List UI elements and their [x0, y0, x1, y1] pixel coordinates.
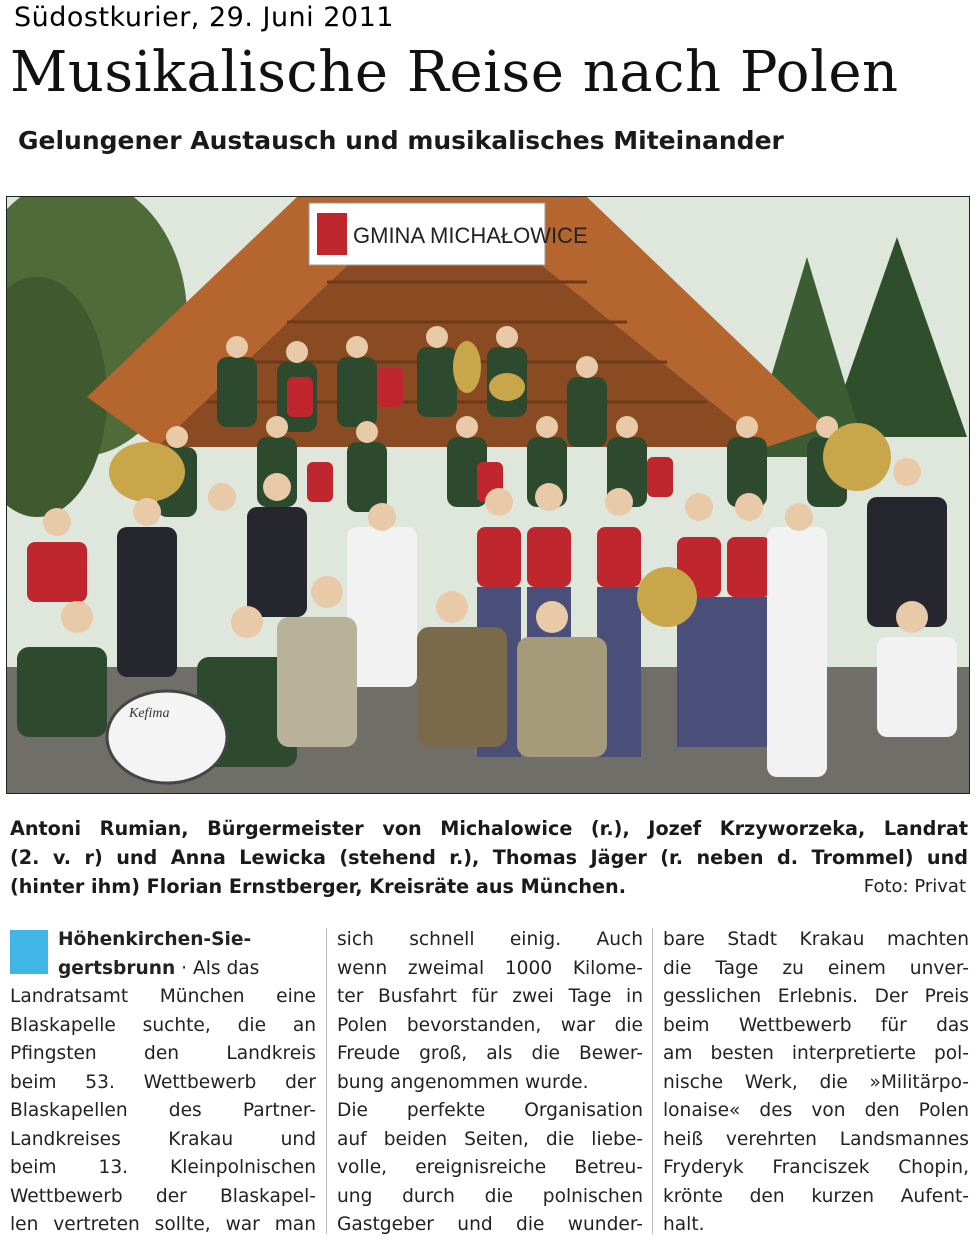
article-line: Wettbewerb der Blaskapel-: [10, 1185, 316, 1207]
article-column-3: [663, 926, 969, 1240]
photo-caption: [10, 814, 968, 901]
caption-line: Antoni Rumian, Bürgermeister von Michalowice (r.), Jozef Krzyworzeka, Landrat: [10, 817, 968, 840]
section-marker-icon: [10, 930, 48, 974]
article-column-2: [337, 926, 643, 1240]
article-line: bare Stadt Krakau machten: [663, 929, 969, 950]
article-line: Blaskapellen des Partner-: [10, 1100, 316, 1121]
column-divider: [652, 928, 653, 1234]
article-line: Freude groß, als die Bewer-: [337, 1043, 643, 1064]
group-photo-illustration: [7, 197, 969, 793]
article-line: Fryderyk Franciszek Chopin,: [663, 1157, 969, 1178]
article-line: Pfingsten den Landkreis: [10, 1043, 316, 1064]
article-line: die Tage zu einem unver-: [663, 957, 969, 979]
column-divider: [326, 928, 327, 1234]
article-line: sich schnell einig. Auch: [337, 929, 643, 950]
group-photo: [6, 196, 970, 794]
article-line: krönte den kurzen Aufent-: [663, 1185, 969, 1207]
article-line: Landratsamt München eine: [10, 986, 316, 1007]
cymbal: [637, 567, 697, 627]
article-line: gesslichen Erlebnis. Der Preis: [663, 986, 969, 1007]
article-line: len vertreten sollte, war man: [10, 1214, 316, 1235]
article-line: Blaskapelle suchte, die an: [10, 1014, 316, 1036]
article-line: ter Busfahrt für zwei Tage in: [337, 986, 643, 1007]
article-line: wenn zweimal 1000 Kilome-: [337, 957, 643, 979]
bass-drum-text: Kefima: [129, 706, 170, 721]
dateline: Höhenkirchen-Sie-: [10, 926, 316, 955]
photo-credit: Foto: Privat: [863, 876, 966, 897]
article-line: beim Wettbewerb für das: [663, 1014, 969, 1036]
article-line: auf beiden Seiten, die liebe-: [337, 1128, 643, 1150]
article-line: volle, ereignisreiche Betreu-: [337, 1157, 643, 1178]
article-column-1: [10, 926, 316, 1240]
article-line: beim 13. Kleinpolnischen: [10, 1157, 316, 1178]
article-line: heiß verehrten Landsmannes: [663, 1128, 969, 1150]
gmina-sign-text: GMINA MICHAŁOWICE: [353, 223, 588, 248]
bass-drum: [107, 691, 227, 783]
article-line: nische Werk, die »Militärpo-: [663, 1071, 969, 1093]
caption-line: (2. v. r) und Anna Lewicka (stehend r.), Thomas Jäger (r. neben d. Trommel) und: [10, 846, 968, 869]
headline: Musikalische Reise nach Polen: [10, 40, 899, 105]
article-line: beim 53. Wettbewerb der: [10, 1071, 316, 1093]
source-line: Südostkurier, 29. Juni 2011: [14, 2, 394, 33]
coat-of-arms-icon: [317, 213, 347, 255]
article-line: ung durch die polnischen: [337, 1185, 643, 1207]
article-line: Die perfekte Organisation: [337, 1100, 643, 1121]
article-body: [10, 926, 972, 1238]
article-line: am besten interpretierte pol-: [663, 1043, 969, 1064]
article-line-text: · Als das: [175, 957, 260, 979]
article-line: Polen bevorstanden, war die: [337, 1014, 643, 1036]
article-line: [10, 955, 316, 984]
dateline-place: gertsbrunn: [58, 957, 176, 979]
caption-line: (hinter ihm) Florian Ernstberger, Kreisräte aus München.: [10, 875, 626, 898]
article-line: Gastgeber und die wunder-: [337, 1214, 643, 1235]
article-line: halt.: [663, 1214, 705, 1235]
article-line: lonaise« des von den Polen: [663, 1100, 969, 1121]
article-line: Landkreises Krakau und: [10, 1128, 316, 1150]
subheadline: Gelungener Austausch und musikalisches Miteinander: [18, 126, 784, 155]
article-line: bung angenommen wurde.: [337, 1071, 589, 1093]
